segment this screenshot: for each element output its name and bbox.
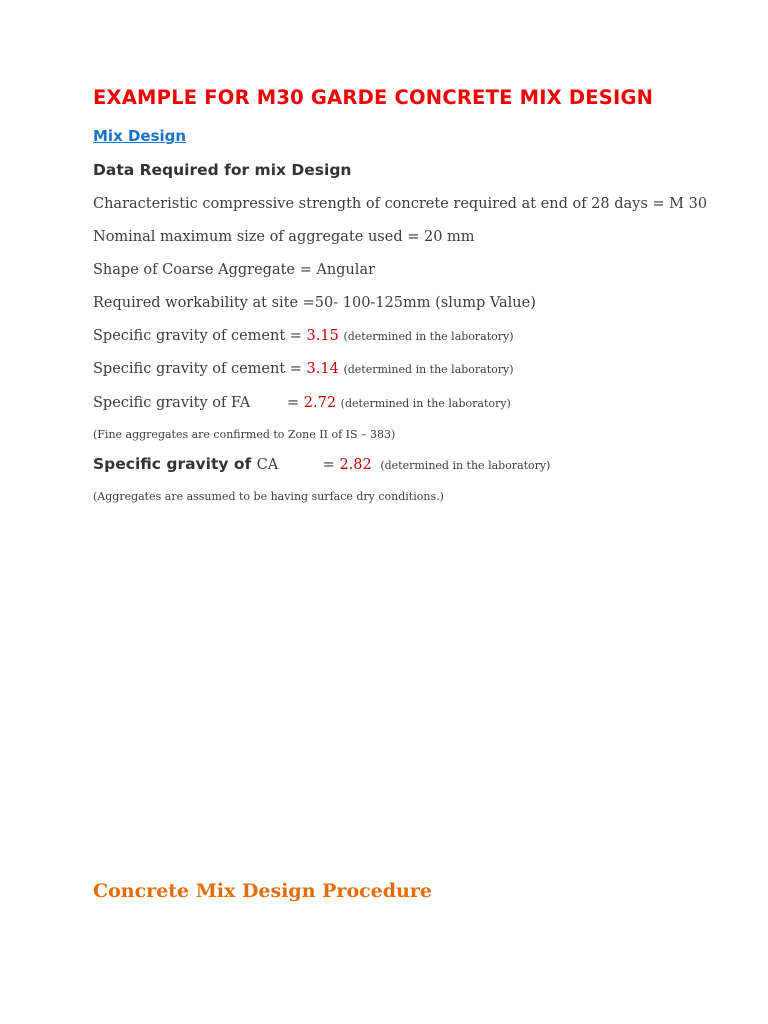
nominal-size-line: Nominal maximum size of aggregate used = 20 mm: [93, 229, 475, 245]
sg-cement-value-1: 3.15: [306, 328, 339, 344]
mix-design-link[interactable]: Mix Design: [93, 127, 187, 145]
aggregate-surface-note: (Aggregates are assumed to be having surface dry conditions.): [93, 490, 444, 503]
sg-cement-note-1: (determined in the laboratory): [343, 330, 514, 343]
sg-ca-note: (determined in the laboratory): [380, 459, 551, 472]
sg-ca-equals: =: [322, 457, 340, 473]
sg-ca-label-bold: Specific gravity of: [93, 455, 257, 473]
sg-fa-label: Specific gravity of FA: [93, 395, 251, 411]
sg-fa-line: [93, 395, 511, 411]
fine-aggregate-note: (Fine aggregates are confirmed to Zone II of IS – 383): [93, 428, 396, 441]
sg-cement-label-2: Specific gravity of cement =: [93, 361, 307, 377]
workability-line: Required workability at site =50- 100-125mm (slump Value): [93, 295, 536, 311]
sg-ca-label: CA: [256, 457, 279, 473]
sg-cement-label-1: Specific gravity of cement =: [93, 328, 307, 344]
sg-fa-note: (determined in the laboratory): [340, 397, 511, 410]
sg-cement-line-1: [93, 328, 514, 344]
sg-cement-note-2: (determined in the laboratory): [343, 363, 514, 376]
sg-fa-equals: =: [287, 395, 304, 411]
sg-cement-line-2: [93, 361, 514, 377]
sg-fa-value: 2.72: [303, 395, 337, 411]
sg-ca-value: 2.82: [339, 457, 372, 473]
procedure-heading: Concrete Mix Design Procedure: [93, 880, 432, 902]
sg-cement-value-2: 3.14: [306, 361, 339, 377]
strength-line: Characteristic compressive strength of concrete required at end of 28 days = M 30: [93, 196, 708, 212]
data-required-heading: Data Required for mix Design: [93, 161, 352, 179]
aggregate-shape-line: Shape of Coarse Aggregate = Angular: [93, 262, 376, 278]
sg-ca-line: [93, 455, 550, 473]
document-title: EXAMPLE FOR M30 GARDE CONCRETE MIX DESIGN: [93, 86, 654, 109]
